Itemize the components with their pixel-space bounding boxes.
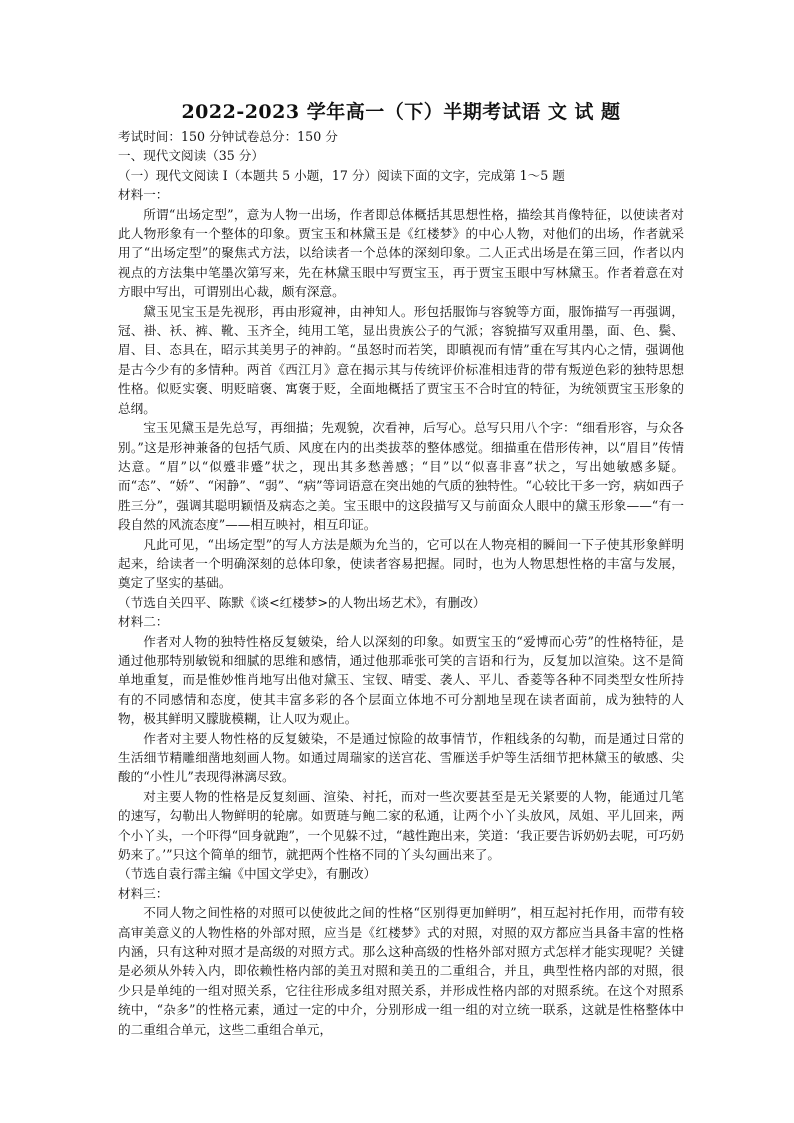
material-2-paragraph: 作者对人物的独特性格反复皴染，给人以深刻的印象。如贾宝玉的“爱博而心劳”的性格特征，是通过他那特别敏锐和细腻的思维和感情，通过他那乖张可笑的言语和行为，反复加以渲染。这不是简单地重复，而是惟妙惟肖地写出他对黛玉、宝钗、晴雯、袭人、平儿、香菱等各种不同类型女性所持有的不同感情和态度，使其丰富多彩的各个层面立体地不可分割地呈现在读者面前，成为独特的人物，极其鲜明又朦胧模糊，让人叹为观止。 [118, 633, 684, 727]
part-heading: （一）现代文阅读 I（本题共 5 小题，17 分）阅读下面的文字，完成第 1～5 题 [118, 167, 565, 183]
section-heading: 一、现代文阅读（35 分） [118, 148, 264, 164]
material-2-label: 材料二： [118, 614, 169, 630]
material-1-paragraph: 凡此可见，“出场定型”的写人方法是颇为允当的，它可以在人物亮相的瞬间一下子使其形象鲜明起来，给读者一个明确深刻的总体印象，使读者容易把握。同时，也为人物思想性格的丰富与发展，奠定了坚实的基础。 [118, 536, 684, 591]
material-2-source: （节选自袁行霈主编《中国文学史》，有删改） [118, 866, 377, 882]
material-2-paragraph: 对主要人物的性格是反复刻画、渲染、衬托，而对一些次要甚至是无关紧要的人物，能通过几笔的速写，勾勒出人物鲜明的轮廓。如贾琏与鲍二家的私通，让两个小丫头放风，凤姐、平儿回来，两个小丫头，一个吓得“回身就跑”，一个见躲不过，“越性跑出来，笑道：‘我正要告诉奶奶去呢，可巧奶奶来了。’”只这个简单的细节，就把两个性格不同的丫头勾画出来了。 [118, 788, 684, 863]
material-1-paragraph: 黛玉见宝玉是先视形，再由形窥神，由神知人。形包括服饰与容貌等方面，服饰描写一再强调，冠、褂、袄、裤、靴、玉齐全，纯用工笔，显出贵族公子的气派；容貌描写双重用墨，面、色、鬓、眉、目、态具在，昭示其美男子的神韵。“虽怒时而若笑，即瞋视而有情”重在写其内心之情，强调他是古今少有的多情种。两首《西江月》意在揭示其与传统评价标准相违背的带有叛逆色彩的独特思想性格。似贬实褒、明贬暗褒、寓褒于贬，全面地概括了贾宝玉不合时宜的特征，为统领贾宝玉形象的总纲。 [118, 303, 684, 416]
material-3-paragraph: 不同人物之间性格的对照可以使彼此之间的性格“区别得更加鲜明”，相互起衬托作用，而带有较高审美意义的人物性格的外部对照，应当是《红楼梦》式的对照，对照的双方都应当具备丰富的性格内涵，只有这种对照才是高级的对照方式。那么这种高级的性格外部对照方式怎样才能实现呢？关键是必须从外转入内，即依赖性格内部的美丑对照和美丑的二重组合，并且，典型性格内部的对照，很少只是单纯的一组对照关系，它往往形成多组对照关系，并形成性格内部的对照系统。在这个对照系统中，“杂多”的性格元素，通过一定的中介，分别形成一组一组的对立统一联系，这就是性格整体中的二重组合单元，这些二重组合单元， [118, 905, 684, 1037]
material-1-paragraph: 所谓“出场定型”，意为人物一出场，作者即总体概括其思想性格，描绘其肖像特征，以使读者对此人物形象有一个整体的印象。贾宝玉和林黛玉是《红楼梦》的中心人物，对他们的出场，作者就采用了“出场定型”的聚焦式方法，以给读者一个总体的深刻印象。二人正式出场是在第三回，作者以内视点的方法集中笔墨次第写来，先在林黛玉眼中写贾宝玉，再于贾宝玉眼中写林黛玉。作者着意在对方眼中写出，可谓别出心裁，颇有深意。 [118, 206, 684, 300]
material-1-source: （节选自关四平、陈默《谈<红楼梦>的人物出场艺术》，有删改） [118, 594, 486, 610]
material-1-paragraph: 宝玉见黛玉是先总写，再细描；先观貌，次看神，后写心。总写只用八个字：“细看形容，与众各别。”这是形神兼备的包括气质、风度在内的出类拔萃的整体感觉。细描重在借形传神，以“眉目”传情达意。“眉”以“似蹙非蹙”状之，现出其多愁善感；“目”以“似喜非喜”状之，写出她敏感多疑。而“态”、“娇”、“闲静”、“弱”、“病”等词语意在突出她的气质的独特性。“心较比干多一窍，病如西子胜三分”，强调其聪明颖悟及病态之美。宝玉眼中的这段描写又与前面众人眼中的黛玉形象——“有一段自然的风流态度”——相互映衬，相互印证。 [118, 420, 684, 533]
material-2-paragraph: 作者对主要人物性格的反复皴染，不是通过惊险的故事情节，作粗线条的勾勒，而是通过日常的生活细节精雕细凿地刻画人物。如通过周瑞家的送宫花、雪雁送手炉等生活细节把林黛玉的敏感、尖酸的“小性儿”表现得淋漓尽致。 [118, 730, 684, 785]
exam-page [118, 100, 684, 1039]
exam-info: 考试时间：150 分钟试卷总分：150 分 [118, 129, 338, 144]
page-title: 2022-2023 学年高一（下）半期考试语 文 试 题 [181, 101, 621, 123]
material-1-label: 材料一： [118, 187, 169, 203]
material-3-label: 材料三： [118, 885, 169, 901]
